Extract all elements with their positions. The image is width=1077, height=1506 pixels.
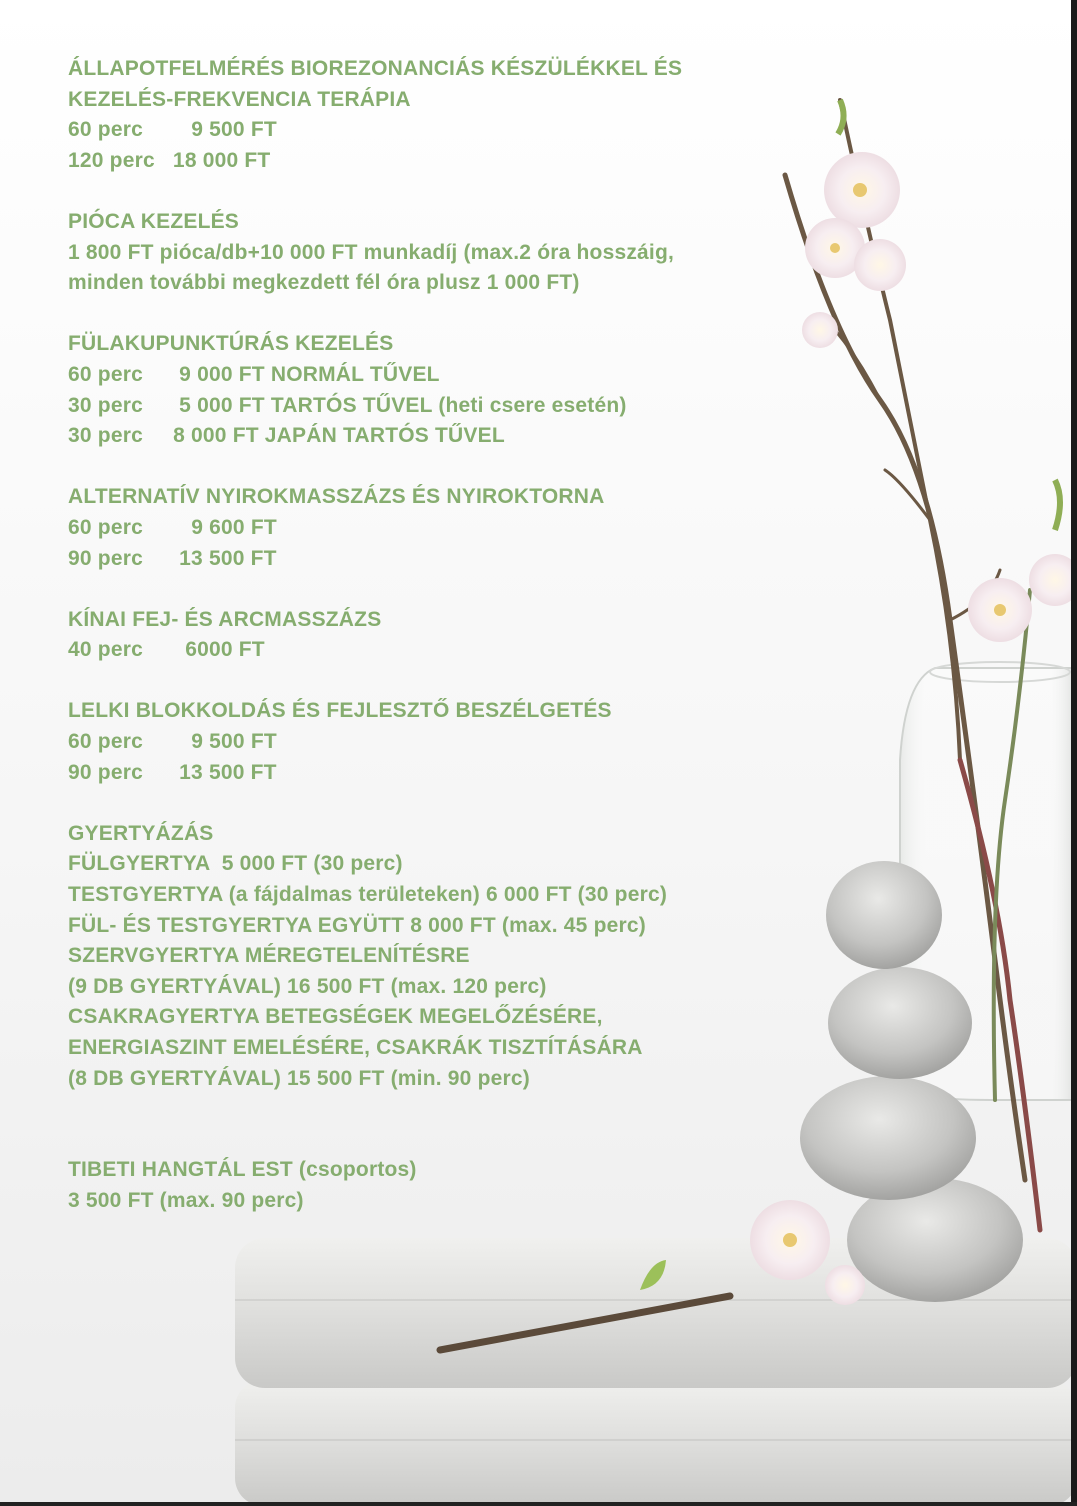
section-title: PIÓCA KEZELÉS [68, 209, 240, 233]
section-title: KÍNAI FEJ- ÉS ARCMASSZÁZS [68, 607, 382, 631]
price-line: 30 perc 5 000 FT TARTÓS TŰVEL (heti csere esetén) [68, 393, 627, 417]
section-title: LELKI BLOKKOLDÁS ÉS FEJLESZTŐ BESZÉLGETÉS [68, 699, 612, 723]
blossom-cluster-top [802, 100, 1077, 642]
price-section [68, 1155, 828, 1216]
section-title: KEZELÉS-FREKVENCIA TERÁPIA [68, 87, 411, 111]
price-line: 30 perc 8 000 FT JAPÁN TARTÓS TŰVEL [68, 424, 505, 448]
price-line: (8 DB GYERTYÁVAL) 15 500 FT (min. 90 perc) [68, 1066, 530, 1090]
price-section [68, 54, 828, 176]
price-line: 60 perc 9 600 FT [68, 515, 277, 539]
price-line: FÜL- ÉS TESTGYERTYA EGYÜTT 8 000 FT (max. 45 perc) [68, 913, 646, 937]
price-list [68, 54, 828, 1247]
price-section [68, 329, 828, 451]
price-line: (9 DB GYERTYÁVAL) 16 500 FT (max. 120 perc) [68, 974, 547, 998]
price-line: SZERVGYERTYA MÉREGTELENÍTÉSRE [68, 944, 470, 968]
section-title: FÜLAKUPUNKTÚRÁS KEZELÉS [68, 332, 394, 356]
price-line: 90 perc 13 500 FT [68, 760, 277, 784]
price-line: 60 perc 9 500 FT [68, 730, 277, 754]
folded-towels-decoration [235, 1238, 1077, 1506]
price-line: FÜLGYERTYA 5 000 FT (30 perc) [68, 852, 403, 876]
bottom-edge-border [0, 1502, 1077, 1506]
glass-vase-decoration [900, 662, 1077, 1100]
price-line: ENERGIASZINT EMELÉSÉRE, CSAKRÁK TISZTÍTÁSÁRA [68, 1036, 643, 1059]
price-line: 40 perc 6000 FT [68, 638, 265, 662]
price-line: 3 500 FT (max. 90 perc) [68, 1188, 304, 1212]
price-section [68, 696, 828, 788]
right-edge-border [1071, 0, 1077, 1506]
price-section [68, 207, 828, 299]
price-line: 90 perc 13 500 FT [68, 546, 277, 570]
price-line: TESTGYERTYA (a fájdalmas területeken) 6 000 FT (30 perc) [68, 883, 668, 907]
spacer [68, 1094, 828, 1125]
stacked-stones-decoration [800, 861, 1023, 1302]
price-line: 120 perc 18 000 FT [68, 148, 271, 172]
price-section [68, 819, 828, 1125]
price-line: 1 800 FT pióca/db+10 000 FT munkadíj (max.2 óra hosszáig, [68, 240, 675, 264]
price-line: 60 perc 9 000 FT NORMÁL TŰVEL [68, 362, 440, 386]
price-section [68, 605, 828, 666]
section-title: ÁLLAPOTFELMÉRÉS BIOREZONANCIÁS KÉSZÜLÉKKEL ÉS [68, 57, 683, 80]
section-title: GYERTYÁZÁS [68, 821, 214, 845]
price-line: CSAKRAGYERTYA BETEGSÉGEK MEGELŐZÉSÉRE, [68, 1005, 603, 1029]
price-section [68, 482, 828, 574]
section-title: ALTERNATÍV NYIROKMASSZÁZS ÉS NYIROKTORNA [68, 485, 605, 509]
price-line: minden további megkezdett fél óra plusz 1 000 FT) [68, 271, 580, 295]
section-title: TIBETI HANGTÁL EST (csoportos) [68, 1158, 417, 1182]
price-line: 60 perc 9 500 FT [68, 118, 277, 142]
